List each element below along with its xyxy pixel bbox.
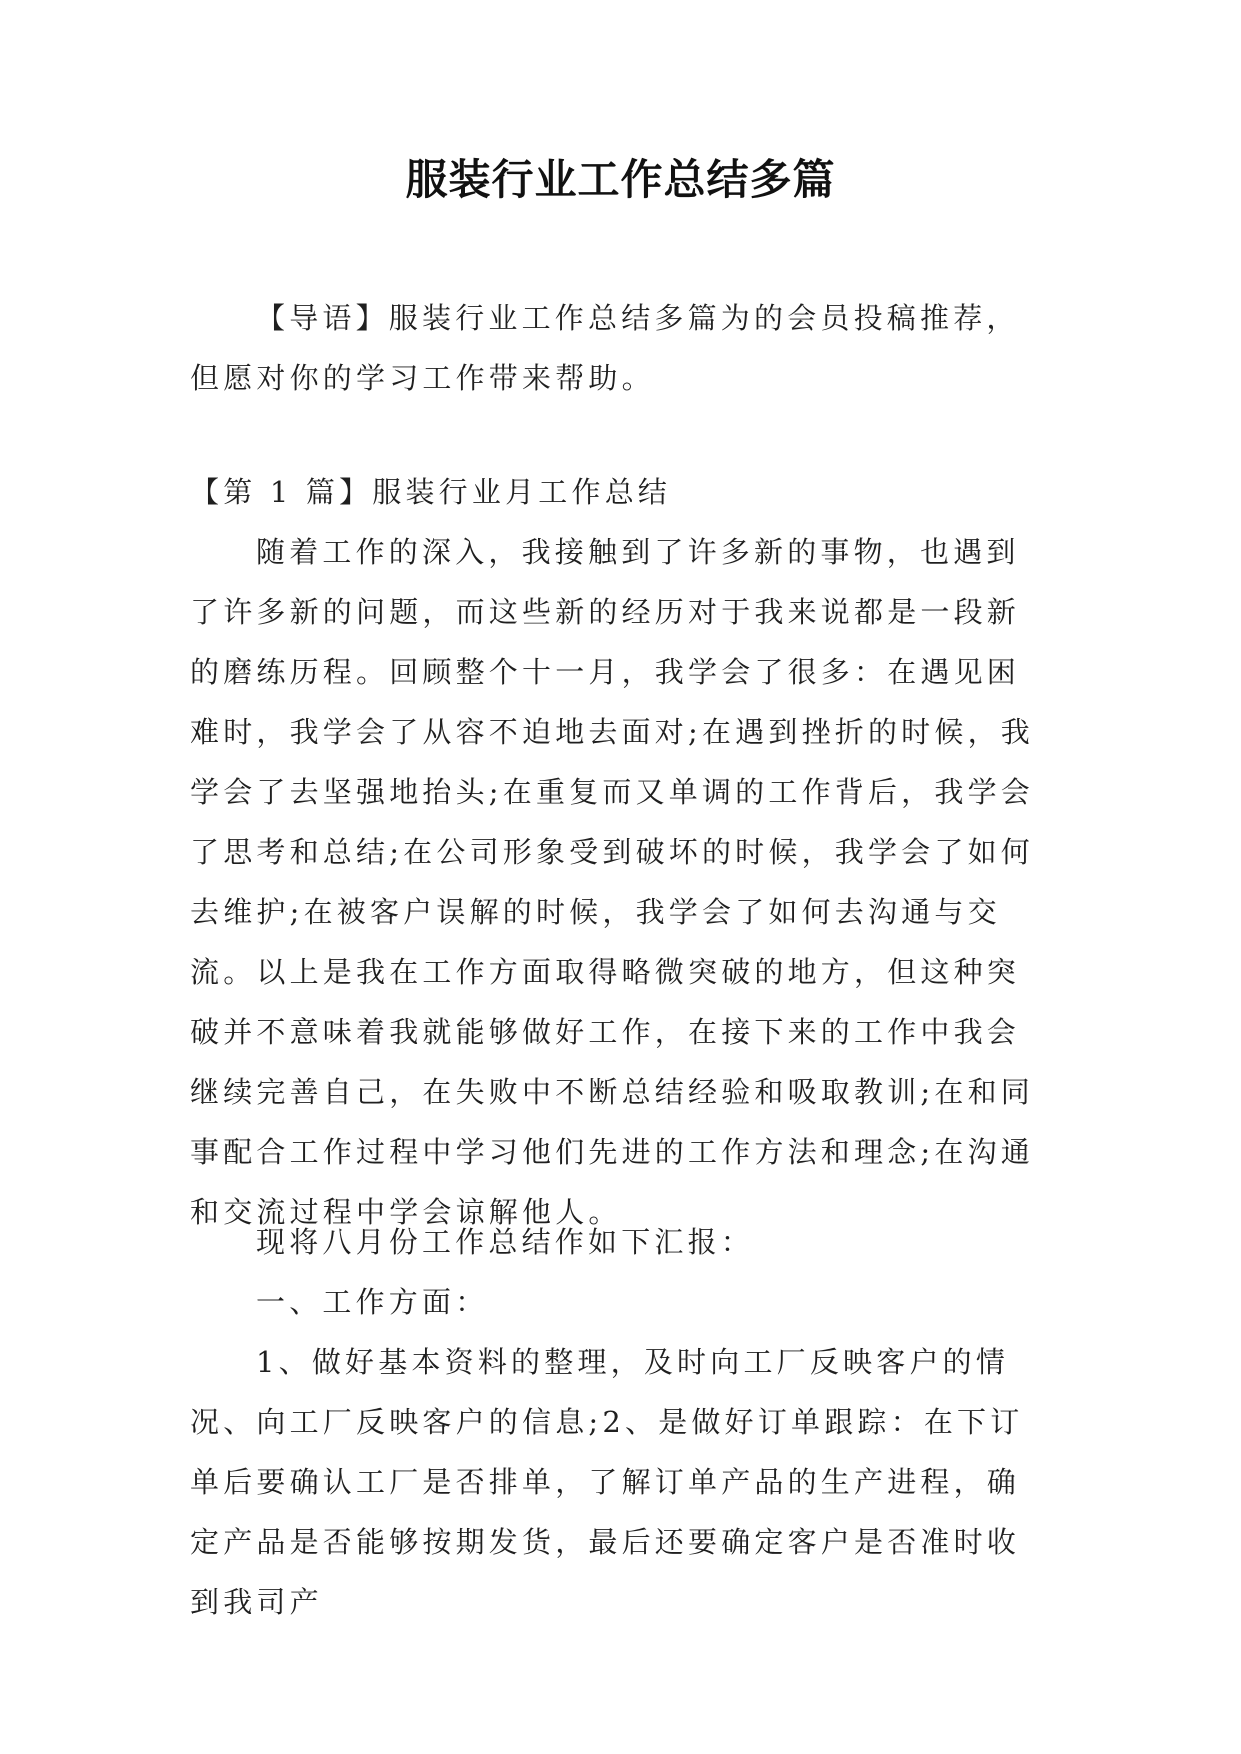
body-paragraph: 现将八月份工作总结作如下汇报： [256,1225,755,1259]
body-paragraph: 随着工作的深入，我接触到了许多新的事物，也遇到了许多新的问题，而这些新的经历对于我来说都是一段新的磨练历程。回顾整个十一月，我学会了很多：在遇见困难时，我学会了从容不迫地去面对;在遇到挫折的时候，我学会了去坚强地抬头;在重复而又单调的工作背后，我学会了思考和总结;在公司形象受到破坏的时候，我学会了如何去维护;在被客户误解的时候，我学会了如何去沟通与交流。以上是我在工作方面取得略微突破的地方，但这种突破并不意味着我就能够做好工作，在接下来的工作中我会继续完善自己，在失败中不断总结经验和吸取教训;在和同事配合工作过程中学习他们先进的工作方法和理念;在沟通和交流过程中学会谅解他人。 [190,535,1034,1229]
intro-paragraph: 【导语】服装行业工作总结多篇为的会员投稿推荐，但愿对你的学习工作带来帮助。 [190,301,1020,395]
body-paragraph: 1、做好基本资料的整理，及时向工厂反映客户的情况、向工厂反映客户的信息;2、是做好订单跟踪：在下订单后要确认工厂是否排单，了解订单产品的生产进程，确定产品是否能够按期发货，最后还要确定客户是否准时收到我司产 [190,1345,1024,1619]
body-paragraph: 一、工作方面： [256,1285,489,1319]
section-heading: 【第 1 篇】服装行业月工作总结 [190,475,672,509]
document-title: 服装行业工作总结多篇 [405,155,836,204]
